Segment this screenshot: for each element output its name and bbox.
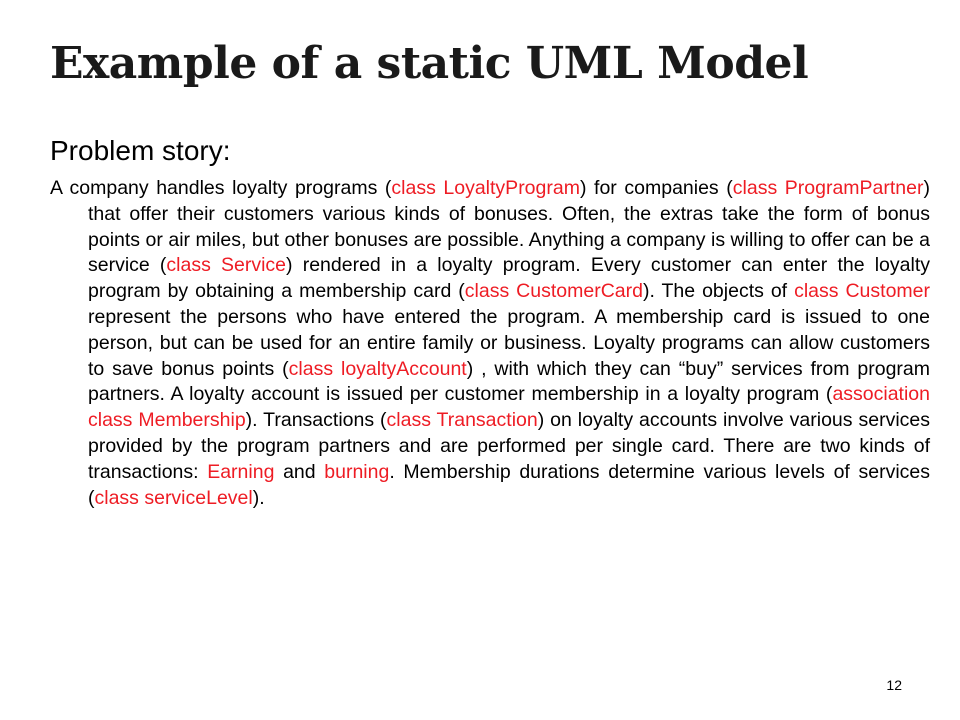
story-text: ). xyxy=(252,486,265,509)
story-text: ) that offer their customers various kinds of bonuses. Often, the extras take the form of bonus points or air miles, but other bonuses are possible. Anything a company is willing to offer can be a service ( xyxy=(88,177,930,277)
page-number: 12 xyxy=(886,677,902,693)
term-earning: Earning xyxy=(207,460,275,483)
story-text: and xyxy=(274,460,325,483)
class-ref-customercard: class CustomerCard xyxy=(464,280,643,303)
class-ref-customer: class Customer xyxy=(794,280,930,303)
class-ref-service: class Service xyxy=(166,254,287,277)
story-text: ) , with which they can “buy” services from program partners. A loyalty account is issued per customer membership in a loyalty program ( xyxy=(88,357,930,406)
story-text: ) on loyalty accounts involve various services provided by the program partners and are performed per single card. There are two kinds of transactions: xyxy=(88,409,930,483)
story-text: ) rendered in a loyalty program. Every customer can enter the loyalty program by obtaining a membership card ( xyxy=(88,254,930,303)
story-text: ). Transactions ( xyxy=(245,409,387,432)
story-text: represent the persons who have entered the program. A membership card is issued to one person, but can be used for an entire family or business. Loyalty programs can allow customers to save bonus points ( xyxy=(88,305,930,380)
problem-story-heading: Problem story: xyxy=(50,135,231,166)
class-ref-membership: association class Membership xyxy=(88,383,930,432)
story-text: . Membership durations determine various levels of services ( xyxy=(88,460,930,509)
story-text: ) for companies ( xyxy=(579,177,733,199)
problem-story-paragraph xyxy=(50,176,930,511)
class-ref-loyaltyprogram: class LoyaltyProgram xyxy=(391,177,580,199)
slide-title: Example of a static UML Model xyxy=(50,38,809,89)
class-ref-loyaltyaccount: class loyaltyAccount xyxy=(288,357,467,380)
story-text: ). The objects of xyxy=(642,280,795,303)
term-burning: burning xyxy=(324,460,390,483)
story-text: A company handles loyalty programs ( xyxy=(50,177,392,199)
class-ref-servicelevel: class serviceLevel xyxy=(94,486,253,509)
class-ref-programpartner: class ProgramPartner xyxy=(732,177,924,199)
class-ref-transaction: class Transaction xyxy=(386,409,538,432)
